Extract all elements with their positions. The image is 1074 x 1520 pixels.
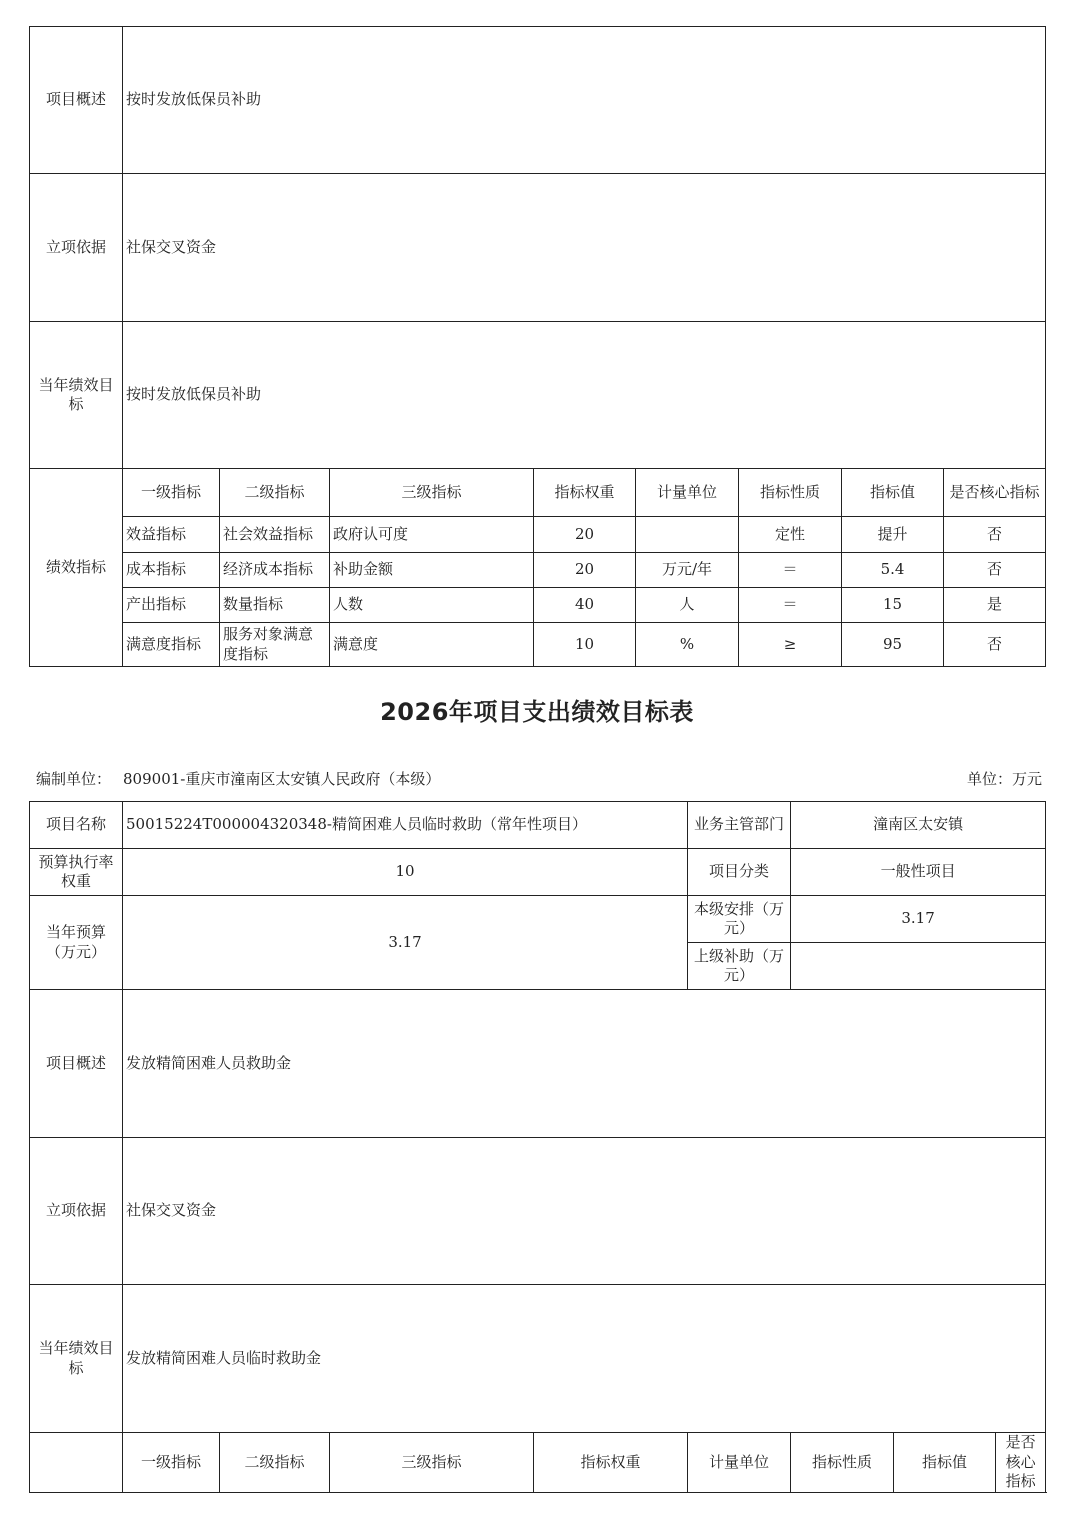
- cell-level3: 补助金额: [330, 553, 534, 588]
- header-weight: 指标权重: [534, 469, 636, 517]
- cell-weight: 20: [534, 553, 636, 588]
- header-level1: 一级指标: [123, 1433, 220, 1493]
- row-rate: [30, 849, 1046, 896]
- cell-core: 是: [944, 588, 1046, 623]
- row-overview: [30, 27, 1046, 174]
- row-goal: [30, 322, 1046, 469]
- header-value: 指标值: [842, 469, 944, 517]
- indicator-header-row: [30, 1433, 1046, 1493]
- table-project: [29, 801, 1046, 1493]
- compiling-unit: [36, 768, 440, 789]
- header-unit: 计量单位: [636, 469, 739, 517]
- cell-core: 否: [944, 517, 1046, 553]
- goal-label: 当年绩效目标: [30, 1285, 123, 1433]
- rate-value: 10: [123, 849, 688, 896]
- cell-value: 15: [842, 588, 944, 623]
- row-basis: [30, 1138, 1046, 1285]
- header-core: 是否核心指标: [944, 469, 1046, 517]
- budget-label: 当年预算（万元）: [30, 896, 123, 990]
- upper-label: 上级补助（万元）: [688, 943, 791, 990]
- budget-value: 3.17: [123, 896, 688, 990]
- cell-level3: 政府认可度: [330, 517, 534, 553]
- cell-unit: [636, 517, 739, 553]
- basis-label: 立项依据: [30, 174, 123, 322]
- cell-nature: ＝: [739, 553, 842, 588]
- cell-value: 提升: [842, 517, 944, 553]
- project-name-value: 50015224T000004320348-精简困难人员临时救助（常年性项目）: [123, 802, 688, 849]
- dept-label: 业务主管部门: [688, 802, 791, 849]
- cell-core: 否: [944, 553, 1046, 588]
- cell-unit: 万元/年: [636, 553, 739, 588]
- row-overview: [30, 990, 1046, 1138]
- project-name-label: 项目名称: [30, 802, 123, 849]
- indicators-label-cell: [30, 1433, 123, 1493]
- indicator-row: [30, 588, 1046, 623]
- cell-nature: ≥: [739, 623, 842, 667]
- header-nature: 指标性质: [739, 469, 842, 517]
- indicator-row: [30, 623, 1046, 667]
- cell-level1: 效益指标: [123, 517, 220, 553]
- cell-weight: 40: [534, 588, 636, 623]
- cell-level1: 满意度指标: [123, 623, 220, 667]
- header-level3: 三级指标: [330, 469, 534, 517]
- category-label: 项目分类: [688, 849, 791, 896]
- cell-weight: 20: [534, 517, 636, 553]
- cell-nature: 定性: [739, 517, 842, 553]
- basis-label: 立项依据: [30, 1138, 123, 1285]
- local-label: 本级安排（万元）: [688, 896, 791, 943]
- overview-value: 发放精简困难人员救助金: [123, 990, 1046, 1138]
- row-budget: [30, 896, 1046, 943]
- cell-level1: 产出指标: [123, 588, 220, 623]
- cell-level3: 人数: [330, 588, 534, 623]
- goal-label: 当年绩效目标: [30, 322, 123, 469]
- header-level2: 二级指标: [220, 469, 330, 517]
- cell-value: 5.4: [842, 553, 944, 588]
- upper-value: [791, 943, 1046, 990]
- indicator-row: [30, 553, 1046, 588]
- dept-value: 潼南区太安镇: [791, 802, 1046, 849]
- header-level3: 三级指标: [330, 1433, 534, 1493]
- cell-level2: 数量指标: [220, 588, 330, 623]
- row-project-name: [30, 802, 1046, 849]
- page-title: 2026年项目支出绩效目标表: [380, 698, 694, 726]
- currency-unit: 单位：万元: [966, 770, 1042, 788]
- basis-value: 社保交叉资金: [123, 174, 1046, 322]
- header-level2: 二级指标: [220, 1433, 330, 1493]
- cell-nature: ＝: [739, 588, 842, 623]
- cell-level2: 经济成本指标: [220, 553, 330, 588]
- compiling-unit-label: 编制单位：: [36, 770, 112, 788]
- header-weight: 指标权重: [534, 1433, 688, 1493]
- cell-core: 否: [944, 623, 1046, 667]
- rate-label: 预算执行率权重: [30, 849, 123, 896]
- header-core: 是否核心指标: [996, 1433, 1046, 1493]
- cell-level2: 服务对象满意度指标: [220, 623, 330, 667]
- category-value: 一般性项目: [791, 849, 1046, 896]
- row-goal: [30, 1285, 1046, 1433]
- cell-level1: 成本指标: [123, 553, 220, 588]
- table-prev-project: [29, 26, 1046, 667]
- indicator-row: [30, 517, 1046, 553]
- cell-unit: %: [636, 623, 739, 667]
- overview-value: 按时发放低保员补助: [123, 27, 1046, 174]
- cell-unit: 人: [636, 588, 739, 623]
- cell-level3: 满意度: [330, 623, 534, 667]
- header-level1: 一级指标: [123, 469, 220, 517]
- basis-value: 社保交叉资金: [123, 1138, 1046, 1285]
- cell-weight: 10: [534, 623, 636, 667]
- header-unit: 计量单位: [688, 1433, 791, 1493]
- cell-level2: 社会效益指标: [220, 517, 330, 553]
- goal-value: 发放精简困难人员临时救助金: [123, 1285, 1046, 1433]
- compiling-unit-value: 809001-重庆市潼南区太安镇人民政府（本级）: [123, 770, 441, 788]
- overview-label: 项目概述: [30, 27, 123, 174]
- header-value: 指标值: [894, 1433, 996, 1493]
- indicator-header-row: [30, 469, 1046, 517]
- overview-label: 项目概述: [30, 990, 123, 1138]
- header-nature: 指标性质: [791, 1433, 894, 1493]
- indicators-label: 绩效指标: [30, 469, 123, 667]
- local-value: 3.17: [791, 896, 1046, 943]
- cell-value: 95: [842, 623, 944, 667]
- row-basis: [30, 174, 1046, 322]
- goal-value: 按时发放低保员补助: [123, 322, 1046, 469]
